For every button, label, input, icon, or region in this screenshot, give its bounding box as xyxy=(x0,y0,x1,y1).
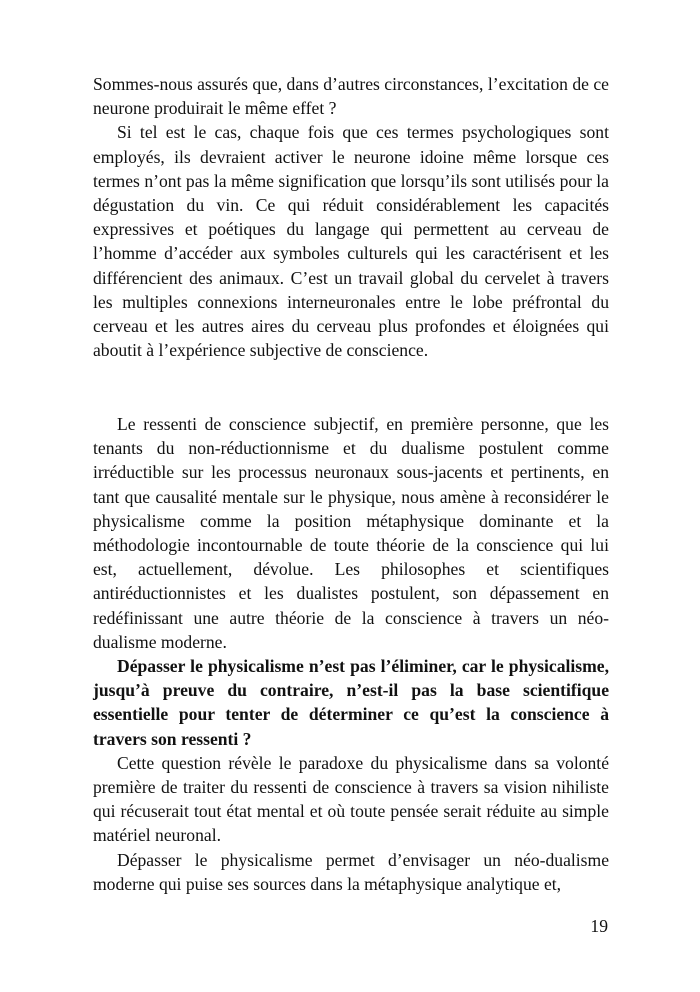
paragraph-bold-question: Dépasser le physicalisme n’est pas l’éliminer, car le physicalisme, jusqu’à preuve du contraire, n’est-il pas la base scientifique essentielle pour tenter de déterminer ce qu’est la conscience à travers son ressenti ? xyxy=(93,656,609,749)
paragraph: Cette question révèle le paradoxe du physicalisme dans sa volonté première de traiter du ressenti de conscience à travers sa vision nihiliste qui récuserait tout état mental et où toute pensée serait réduite au simple matériel neuronal. xyxy=(93,752,609,846)
paragraph: Dépasser le physicalisme permet d’envisager un néo-dualisme moderne qui puise ses sources dans la métaphysique analytique et, xyxy=(93,849,609,894)
paragraph: Si tel est le cas, chaque fois que ces termes psychologiques sont employés, ils devraient activer le neurone idoine même lorsque ces termes n’ont pas la même signification que lorsqu’ils sont utilisés pour la dégustation du vin. Ce qui réduit considérablement les capacités expressives et poétiques du langage qui permettent au cerveau de l’homme d’accéder aux symboles culturels qui les caractérisent et les différencient des animaux. C’est un travail global du cervelet à travers les multiples connexions interneuronales entre le lobe préfrontal du cerveau et les autres aires du cerveau plus profondes et éloignées qui aboutit à l’expérience subjective de conscience. xyxy=(93,122,609,361)
text-section-2 xyxy=(93,412,609,896)
page-number: 19 xyxy=(590,916,608,936)
paragraph: Le ressenti de conscience subjectif, en première personne, que les tenants du non-réductionnisme et du dualisme postulent comme irréductible sur les processus neuronaux sous-jacents et pertinents, en tant que causalité mentale sur le physique, nous amène à reconsidérer le physicalisme comme la position métaphysique dominante et la méthodologie incontournable de toute théorie de la conscience qui lui est, actuellement, dévolue. Les philosophes et scientifiques antiréductionnistes et les dualistes postulent, son dépassement en redéfinissant une autre théorie de la conscience à travers un néo-dualisme moderne. xyxy=(93,414,609,652)
text-section-1 xyxy=(93,72,609,362)
paragraph-continuation: Sommes-nous assurés que, dans d’autres circonstances, l’excitation de ce neurone produirait le même effet ? xyxy=(93,74,609,119)
